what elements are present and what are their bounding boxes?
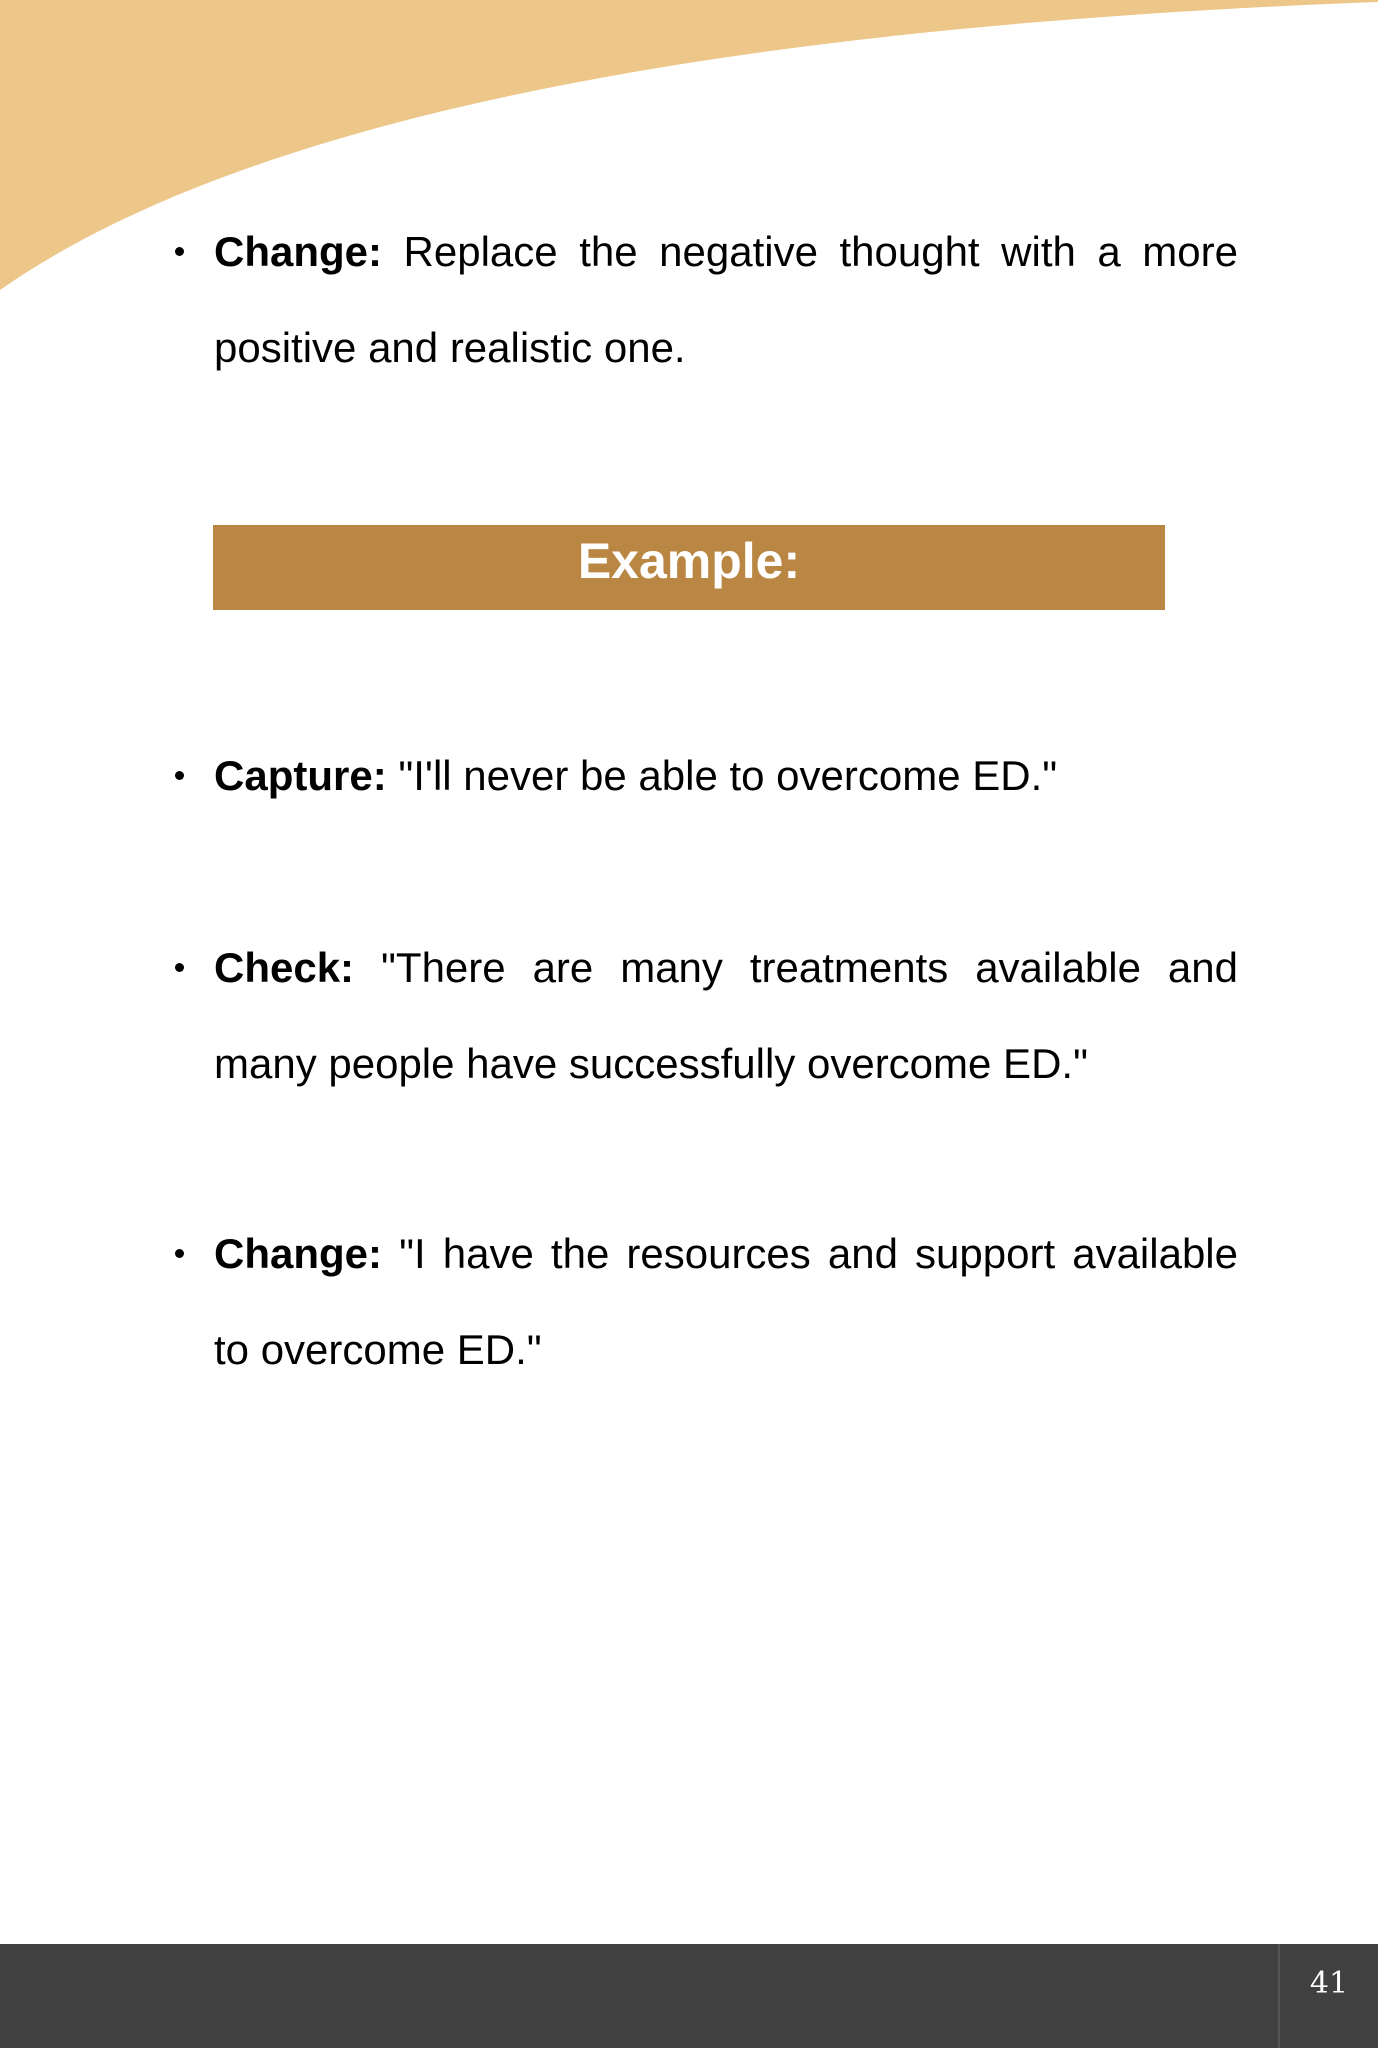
bullet-text: "I'll never be able to overcome ED." bbox=[386, 752, 1058, 799]
example-heading: Example: bbox=[213, 525, 1165, 610]
bullet-dot bbox=[175, 963, 184, 972]
bullet-dot bbox=[175, 247, 184, 256]
footer-bar bbox=[0, 1944, 1378, 2048]
bullet-change-example bbox=[214, 1206, 1238, 1398]
bullet-text: Replace the negative thought with a more positive and realistic one. bbox=[214, 228, 1238, 371]
bullet-label: Check: bbox=[214, 944, 355, 991]
bullet-check bbox=[214, 920, 1238, 1112]
bullet-capture bbox=[214, 728, 1238, 824]
bullet-change-intro bbox=[214, 204, 1238, 396]
bullet-dot bbox=[175, 1249, 184, 1258]
bullet-text: "I have the resources and support available to overcome ED." bbox=[214, 1230, 1238, 1373]
page-number: 41 bbox=[1309, 1966, 1349, 2001]
bullet-label: Change: bbox=[214, 1230, 382, 1277]
bullet-label: Capture: bbox=[214, 752, 387, 799]
bullet-dot bbox=[175, 771, 184, 780]
bullet-text: "There are many treatments available and many people have successfully overcome ED." bbox=[214, 944, 1238, 1087]
bullet-label: Change: bbox=[214, 228, 382, 275]
